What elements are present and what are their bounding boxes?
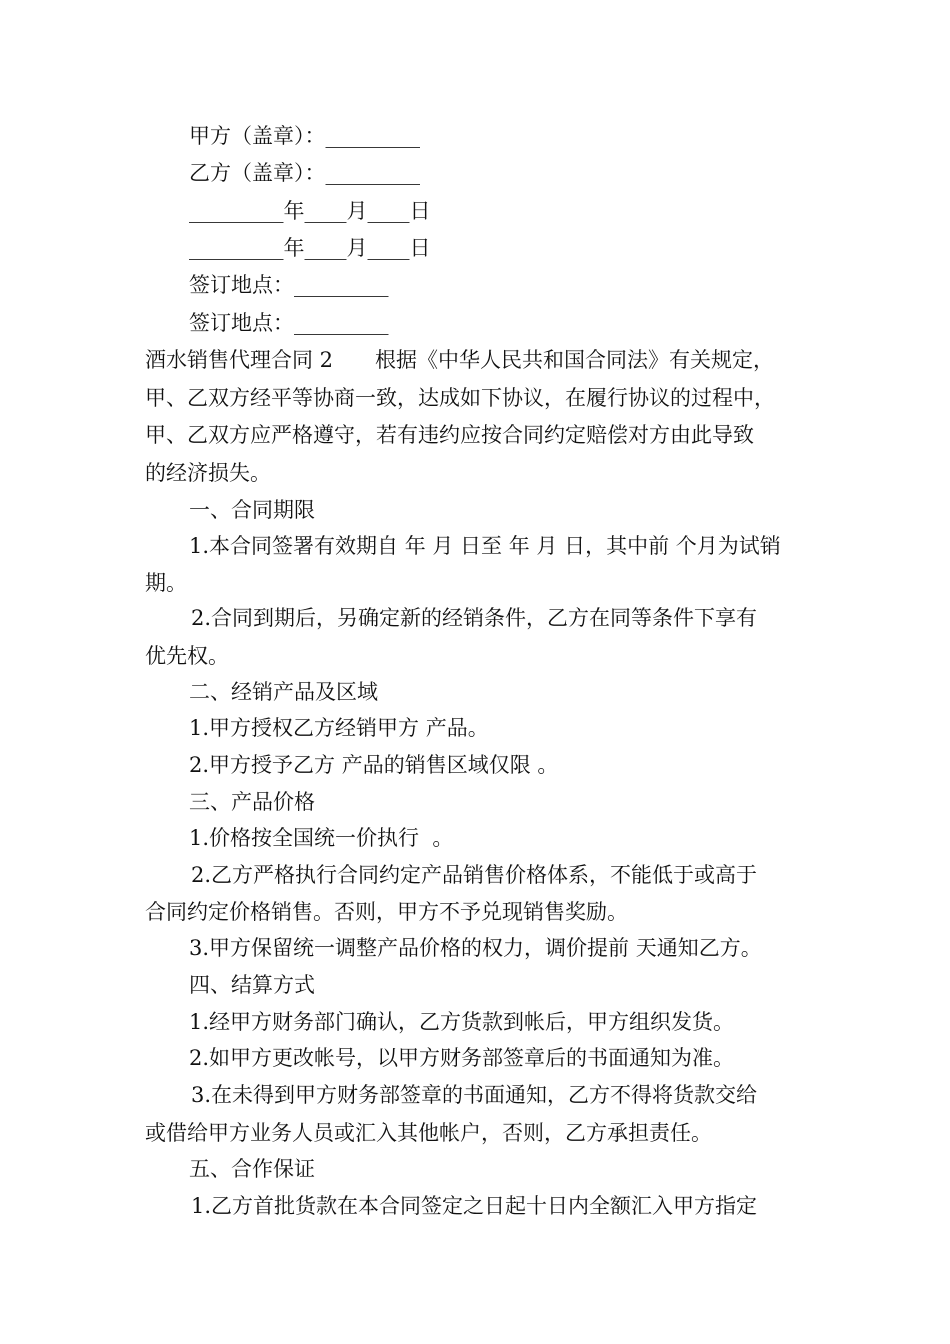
intro-line-1: 酒水销售代理合同 2 根据《中华人民共和国合同法》有关规定， [145,348,775,372]
section-2-title: 二、经销产品及区域 [189,680,378,704]
party-b-signature-line: 乙方（盖章）：_________ [189,161,420,185]
date-line-1: _________年____月____日 [189,199,431,223]
signing-place-line-1: 签订地点：_________ [189,273,389,297]
section-3-title: 三、产品价格 [189,790,315,814]
intro-line-3: 甲、乙双方应严格遵守，若有违约应按合同约定赔偿对方由此导致 [145,423,754,447]
section-4-clause-2: 2.如甲方更改帐号，以甲方财务部签章后的书面通知为准。 [189,1046,735,1070]
section-4-title: 四、结算方式 [189,973,315,997]
section-2-clause-2: 2.甲方授予乙方 产品的销售区域仅限 。 [189,753,559,777]
section-1-clause-1-line-2: 期。 [145,571,187,595]
intro-line-2: 甲、乙双方经平等协商一致，达成如下协议，在履行协议的过程中， [145,386,775,410]
section-1-clause-1-line-1: 1.本合同签署有效期自 年 月 日至 年 月 日，其中前 个月为试销 [189,534,781,558]
section-1-clause-2-line-2: 优先权。 [145,644,229,668]
signing-place-line-2: 签订地点：_________ [189,311,389,335]
section-4-clause-3-line-1: 3.在未得到甲方财务部签章的书面通知，乙方不得将货款交给 [191,1083,758,1107]
section-3-clause-2-line-1: 2.乙方严格执行合同约定产品销售价格体系，不能低于或高于 [191,863,758,887]
section-1-title: 一、合同期限 [189,498,315,522]
section-1-clause-2-line-1: 2.合同到期后，另确定新的经销条件，乙方在同等条件下享有 [191,606,758,630]
section-4-clause-1: 1.经甲方财务部门确认，乙方货款到帐后，甲方组织发货。 [189,1010,735,1034]
date-line-2: _________年____月____日 [189,236,431,260]
section-5-clause-1-line-1: 1.乙方首批货款在本合同签定之日起十日内全额汇入甲方指定 [191,1194,758,1218]
intro-line-4: 的经济损失。 [145,461,271,485]
section-3-clause-2-line-2: 合同约定价格销售。否则，甲方不予兑现销售奖励。 [145,900,628,924]
section-5-title: 五、合作保证 [189,1157,315,1181]
party-a-signature-line: 甲方（盖章）：_________ [189,124,420,148]
section-2-clause-1: 1.甲方授权乙方经销甲方 产品。 [189,716,489,740]
section-4-clause-3-line-2: 或借给甲方业务人员或汇入其他帐户，否则，乙方承担责任。 [145,1121,712,1145]
section-3-clause-3: 3.甲方保留统一调整产品价格的权力，调价提前 天通知乙方。 [189,936,762,960]
section-3-clause-1: 1.价格按全国统一价执行 。 [189,826,454,850]
